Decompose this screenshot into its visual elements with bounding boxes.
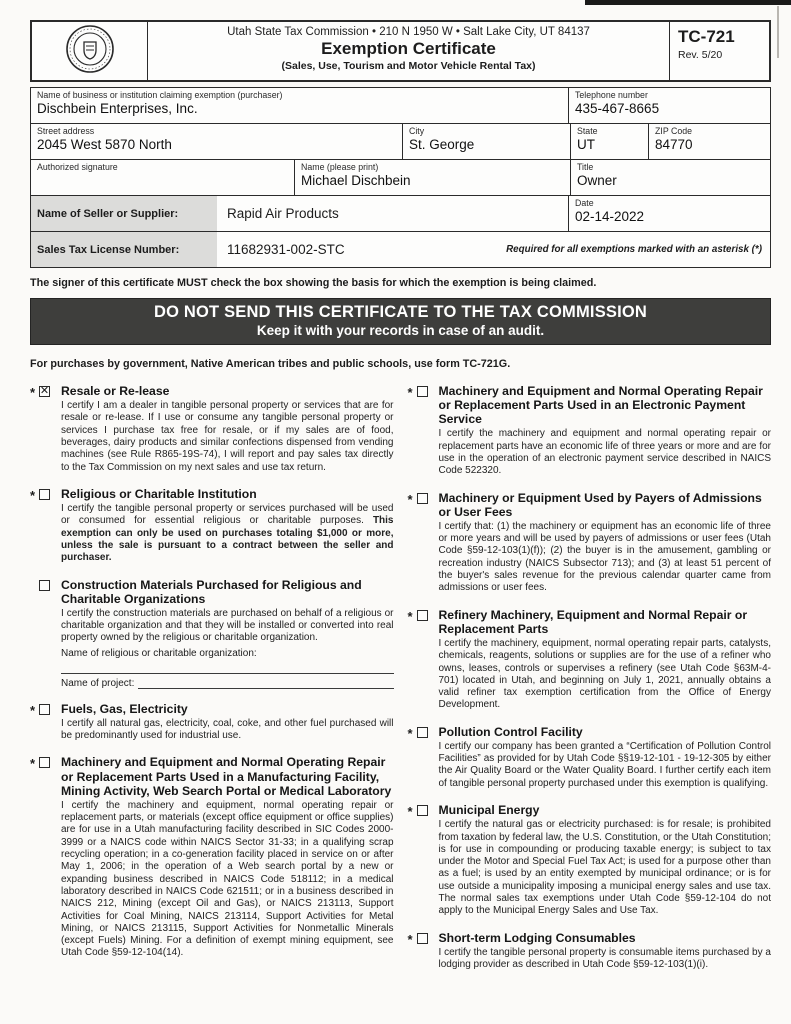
asterisk-mark: * (407, 725, 413, 741)
zip-value: 84770 (655, 137, 693, 152)
section-pollution-control (408, 725, 772, 790)
section-resale (30, 384, 394, 474)
row-seller-date (31, 195, 770, 231)
section-body: I certify the tangible personal property or services purchased will be used or consumed for essential religious or charitable purposes. (61, 503, 394, 527)
seal-cell (32, 22, 148, 80)
purchaser-info-grid (30, 87, 771, 268)
date-value: 02-14-2022 (575, 209, 645, 224)
section-religious-institution (30, 487, 394, 565)
license-label: Sales Tax License Number: (31, 232, 217, 267)
state-label: State (577, 126, 598, 136)
section-body-bold: This exemption can only be used on purchases totaling $1,000 or more, unless the sale is pursuant to a contract between the seller and purchaser. (61, 515, 394, 564)
form-title: Exemption Certificate (321, 39, 496, 58)
row-license (31, 231, 770, 267)
section-body: I certify the tangible personal property is consumable items purchased by a lodging provider as described in Utah Code §59-12-103(1)(i). (438, 946, 771, 971)
asterisk-mark (30, 579, 39, 689)
section-body: I certify the machinery and equipment, normal operating repair or replacement parts, or materials (except office equipment or office supplies) are for use in a Utah manufacturing facility described in SIC Codes 2000-3999 or a NAICS code within NAICS Sector 31-33; in a qualifying scrap recycling operation; in a co-generation facility placed in service on or after May 1, 2006; in the operation of a Web search portal by a new or expanding business described in NAICS Code 518112; in a medical laboratory described in NAICS Code 621511; or in a business described in NAICS 212, Mining (except Oil and Gas), or NAICS 213113, Support Activities for Coal Mining, NAICS 213114, Support Activities for Metal Mining, or NAICS 213115, Support Activities for Nonmetallic Minerals (except Fuels) Mining. For a definition of exempt mining equipment, see Utah Code §59-12-104(14). (61, 799, 394, 959)
banner-line1: DO NOT SEND THIS CERTIFICATE TO THE TAX COMMISSION (153, 303, 648, 321)
signer-instruction: The signer of this certificate MUST check the box showing the basis for which the exemption is being claimed. (30, 277, 597, 289)
checkbox-construction-materials[interactable] (39, 580, 50, 591)
business-name-field (31, 88, 568, 123)
city-value: St. George (409, 137, 475, 152)
section-body: I certify that: (1) the machinery or equipment has an economic life of three or more years and will be used by payers of admissions or user fees (Utah Code §59-12-103(1)(f)); (2) the buyer is in the amusement, gambling or recreation industry (NAICS Subsector 713); and (3) at least 51 percent of the buyer's sales revenue for the previous calendar quarter came from admissions or user fees. (438, 520, 771, 594)
street-field (31, 124, 402, 159)
title-label: Title (577, 162, 594, 172)
asterisk-mark: * (30, 702, 36, 718)
checkbox-lodging[interactable] (417, 933, 428, 944)
section-title: Construction Materials Purchased for Religious and Charitable Organizations (61, 577, 362, 606)
scan-edge-line (777, 6, 779, 58)
checkbox-pollution-control[interactable] (417, 727, 428, 738)
license-value: 11682931-002-STC (227, 242, 345, 257)
section-municipal-energy (408, 803, 772, 918)
date-label: Date (575, 198, 594, 208)
asterisk-mark: * (30, 756, 36, 772)
banner-line2: Keep it with your records in case of an audit. (256, 323, 545, 338)
seller-value: Rapid Air Products (227, 206, 339, 221)
check-mark-icon: ✕ (39, 385, 50, 397)
asterisk-mark: * (407, 608, 413, 624)
section-body: I certify the natural gas or electricity purchased: is for resale; is prohibited from taxation by federal law, the U.S. Constitution, or the Utah Constitution; is for use in compounding or producing taxable energy; is subject to tax under the Motor and Special Fuel Tax Act; is used for a purpose other than as a fuel; is used by an entity exempted by municipal ordinance; or is for use outside a municipality imposing a municipal energy sales and use tax. The normal sales tax exemptions under Utah Code §59-12-104 do not apply to the Municipal Energy Sales and Use Tax. (438, 819, 771, 917)
right-column (408, 384, 772, 984)
asterisk-required-note: Required for all exemptions marked with an asterisk (*) (506, 243, 762, 255)
form-header (30, 20, 771, 82)
authorized-signature-label: Authorized signature (37, 162, 118, 172)
section-body: I certify our company has been granted a “Certification of Pollution Control Facilities” as provided for by Utah Code §§19-12-101 - 19-12-305 by either the Air Quality Board or the Water Quality Board. I further certify each item of tangible personal property purchased under this exemption is qualifying. (438, 740, 771, 789)
form-number: TC-721 (678, 27, 735, 46)
state-value: UT (577, 137, 595, 152)
section-lodging-consumables (408, 931, 772, 972)
city-field (402, 124, 570, 159)
agency-address-line: Utah State Tax Commission • 210 N 1950 W • Salt Lake City, UT 84137 (227, 26, 590, 38)
section-title: Machinery and Equipment and Normal Operating Repair or Replacement Parts Used in an Electronic Payment Service (438, 384, 763, 427)
title-field (570, 160, 770, 195)
form-number-cell (669, 22, 769, 80)
section-body: I certify the construction materials are purchased on behalf of a religious or charitable organization and that they will be installed or converted into real property owned by the religious or charitable organization. (61, 607, 394, 644)
section-body: I certify all natural gas, electricity, coal, coke, and other fuel purchased will be predominantly used for industrial use. (61, 717, 394, 742)
section-body: I certify the machinery, equipment, normal operating repair parts, catalysts, chemicals, reagents, solutions or supplies are for the use of a refiner who owns, leases, controls or supervises a refinery (see Utah Code §63M-4-701) located in Utah, and beginning on July 1, 2021, annually obtains a valid refiner tax exemption certification from the Office of Energy Development. (438, 637, 771, 711)
business-name-label: Name of business or institution claiming exemption (purchaser) (37, 90, 283, 100)
street-label: Street address (37, 126, 95, 136)
row-address (31, 123, 770, 159)
section-refinery-machinery (408, 608, 772, 712)
asterisk-mark: * (407, 385, 413, 400)
asterisk-mark: * (407, 491, 413, 507)
row-signature (31, 159, 770, 195)
title-value: Owner (577, 173, 617, 188)
checkbox-resale[interactable] (39, 386, 50, 397)
seller-label: Name of Seller or Supplier: (31, 196, 217, 231)
date-field (568, 196, 770, 231)
section-title: Refinery Machinery, Equipment and Normal Repair or Replacement Parts (438, 607, 748, 636)
section-body: I certify I am a dealer in tangible personal property or services that are for resale or re-lease. If I use or consume any tangible personal property or services I purchase tax free for resale, or if my sales are of food, beverages, dairy products and similar confections dispensed from vending machines (see Rule R865-19S-74), I will report and pay sales tax directly to the Tax Commission on my next sales and use tax return. (61, 400, 394, 473)
asterisk-mark: * (30, 487, 36, 503)
checkbox-refinery[interactable] (417, 610, 428, 621)
section-body: I certify the machinery and equipment and normal operating repair or replacement parts have an economic life of three years or more and are for use in the operation of an electronic payment service described in NAICS Code 522320. (438, 428, 771, 477)
authorized-signature-field[interactable] (31, 160, 294, 195)
checkbox-municipal-energy[interactable] (417, 805, 428, 816)
zip-field (648, 124, 770, 159)
header-center (148, 22, 669, 80)
section-electronic-payment (408, 384, 772, 478)
government-purchases-note: For purchases by government, Native American tribes and public schools, use form TC-721G. (30, 358, 511, 370)
telephone-label: Telephone number (575, 90, 648, 100)
row-business-phone (31, 88, 770, 123)
checkbox-admissions[interactable] (417, 493, 428, 504)
scan-artifact-bar (585, 0, 791, 5)
organization-name-blank-line[interactable] (61, 661, 394, 674)
utah-state-seal-icon (65, 24, 115, 79)
form-revision: Rev. 5/20 (678, 49, 723, 61)
telephone-field (568, 88, 770, 123)
state-field (570, 124, 648, 159)
section-fuels-gas-electricity (30, 702, 394, 743)
do-not-send-banner (30, 298, 771, 345)
printed-name-label: Name (please print) (301, 162, 379, 172)
checkbox-manufacturing-machinery[interactable] (39, 757, 50, 768)
asterisk-mark: * (407, 804, 413, 820)
project-name-blank-line[interactable] (138, 678, 393, 689)
section-title: Resale or Re-lease (61, 384, 170, 398)
section-title: Short-term Lodging Consumables (438, 930, 636, 945)
checkbox-fuels[interactable] (39, 704, 50, 715)
street-value: 2045 West 5870 North (37, 137, 172, 152)
asterisk-mark: * (407, 931, 413, 947)
exemption-sections (30, 384, 771, 984)
checkbox-electronic-payment[interactable] (417, 386, 428, 397)
asterisk-mark: * (30, 385, 36, 400)
project-name-label: Name of project: (61, 677, 135, 689)
city-label: City (409, 126, 425, 136)
form-subtitle: (Sales, Use, Tourism and Motor Vehicle Rental Tax) (281, 60, 536, 72)
section-admissions-user-fees (408, 491, 772, 595)
section-title: Pollution Control Facility (438, 724, 583, 739)
section-title: Municipal Energy (438, 803, 540, 818)
printed-name-field (294, 160, 570, 195)
checkbox-religious[interactable] (39, 489, 50, 500)
section-title: Fuels, Gas, Electricity (61, 701, 188, 716)
section-title: Religious or Charitable Institution (61, 486, 257, 501)
section-construction-materials (30, 578, 394, 689)
left-column (30, 384, 394, 984)
telephone-value: 435-467-8665 (575, 101, 660, 116)
business-name-value: Dischbein Enterprises, Inc. (37, 101, 198, 116)
printed-name-value: Michael Dischbein (301, 173, 411, 188)
zip-label: ZIP Code (655, 126, 693, 136)
section-title: Machinery or Equipment Used by Payers of Admissions or User Fees (438, 490, 762, 519)
section-title: Machinery and Equipment and Normal Operating Repair or Replacement Parts Used in a Manufacturing Facility, Mining Activity, Web Search Portal or Medical Laboratory (61, 755, 392, 798)
organization-name-label: Name of religious or charitable organization: (61, 647, 257, 659)
section-manufacturing-machinery (30, 755, 394, 959)
